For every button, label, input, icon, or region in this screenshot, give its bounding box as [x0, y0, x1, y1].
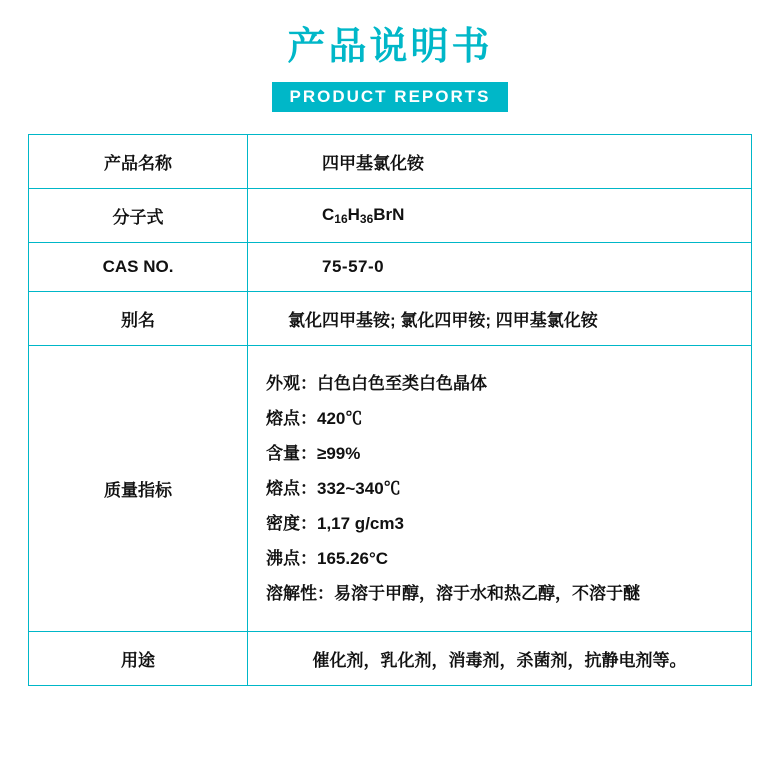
list-item: 沸点：165.26°C	[266, 548, 389, 568]
list-item: 熔点：420℃	[266, 408, 363, 428]
row-label-formula: 分子式	[29, 188, 248, 242]
row-value-formula: $C_{16}H_{36}BrN$	[248, 188, 752, 242]
row-value-product-name: 四甲基氯化铵	[248, 134, 752, 188]
row-label-alias: 别名	[29, 291, 248, 345]
table-row	[29, 242, 752, 291]
row-value-quality	[248, 345, 752, 631]
list-item: 熔点：332~340℃	[266, 478, 401, 498]
quality-list	[266, 360, 733, 617]
row-label-cas: CAS NO.	[29, 242, 248, 291]
page-header	[0, 0, 780, 112]
table-row	[29, 631, 752, 685]
list-item: 含量：≥99%	[266, 443, 361, 463]
table-row	[29, 134, 752, 188]
row-label-quality: 质量指标	[29, 345, 248, 631]
row-label-product-name: 产品名称	[29, 134, 248, 188]
table-row	[29, 188, 752, 242]
table-row	[29, 345, 752, 631]
row-value-usage: 催化剂，乳化剂，消毒剂，杀菌剂，抗静电剂等。	[248, 631, 752, 685]
list-item: 密度：1,17 g/cm3	[266, 513, 404, 533]
page-subtitle-badge: PRODUCT REPORTS	[272, 82, 509, 112]
spec-table-wrap	[28, 134, 752, 686]
row-value-cas: 75-57-0	[248, 242, 752, 291]
list-item: 外观：白色白色至类白色晶体	[266, 373, 487, 393]
spec-table	[28, 134, 752, 686]
list-item: 溶解性：易溶于甲醇，溶于水和热乙醇，不溶于醚	[266, 583, 640, 603]
page-title: 产品说明书	[287, 26, 493, 68]
row-label-usage: 用途	[29, 631, 248, 685]
table-row	[29, 291, 752, 345]
row-value-alias: 氯化四甲基铵; 氯化四甲铵; 四甲基氯化铵	[248, 291, 752, 345]
page-subtitle-wrap	[0, 82, 780, 112]
